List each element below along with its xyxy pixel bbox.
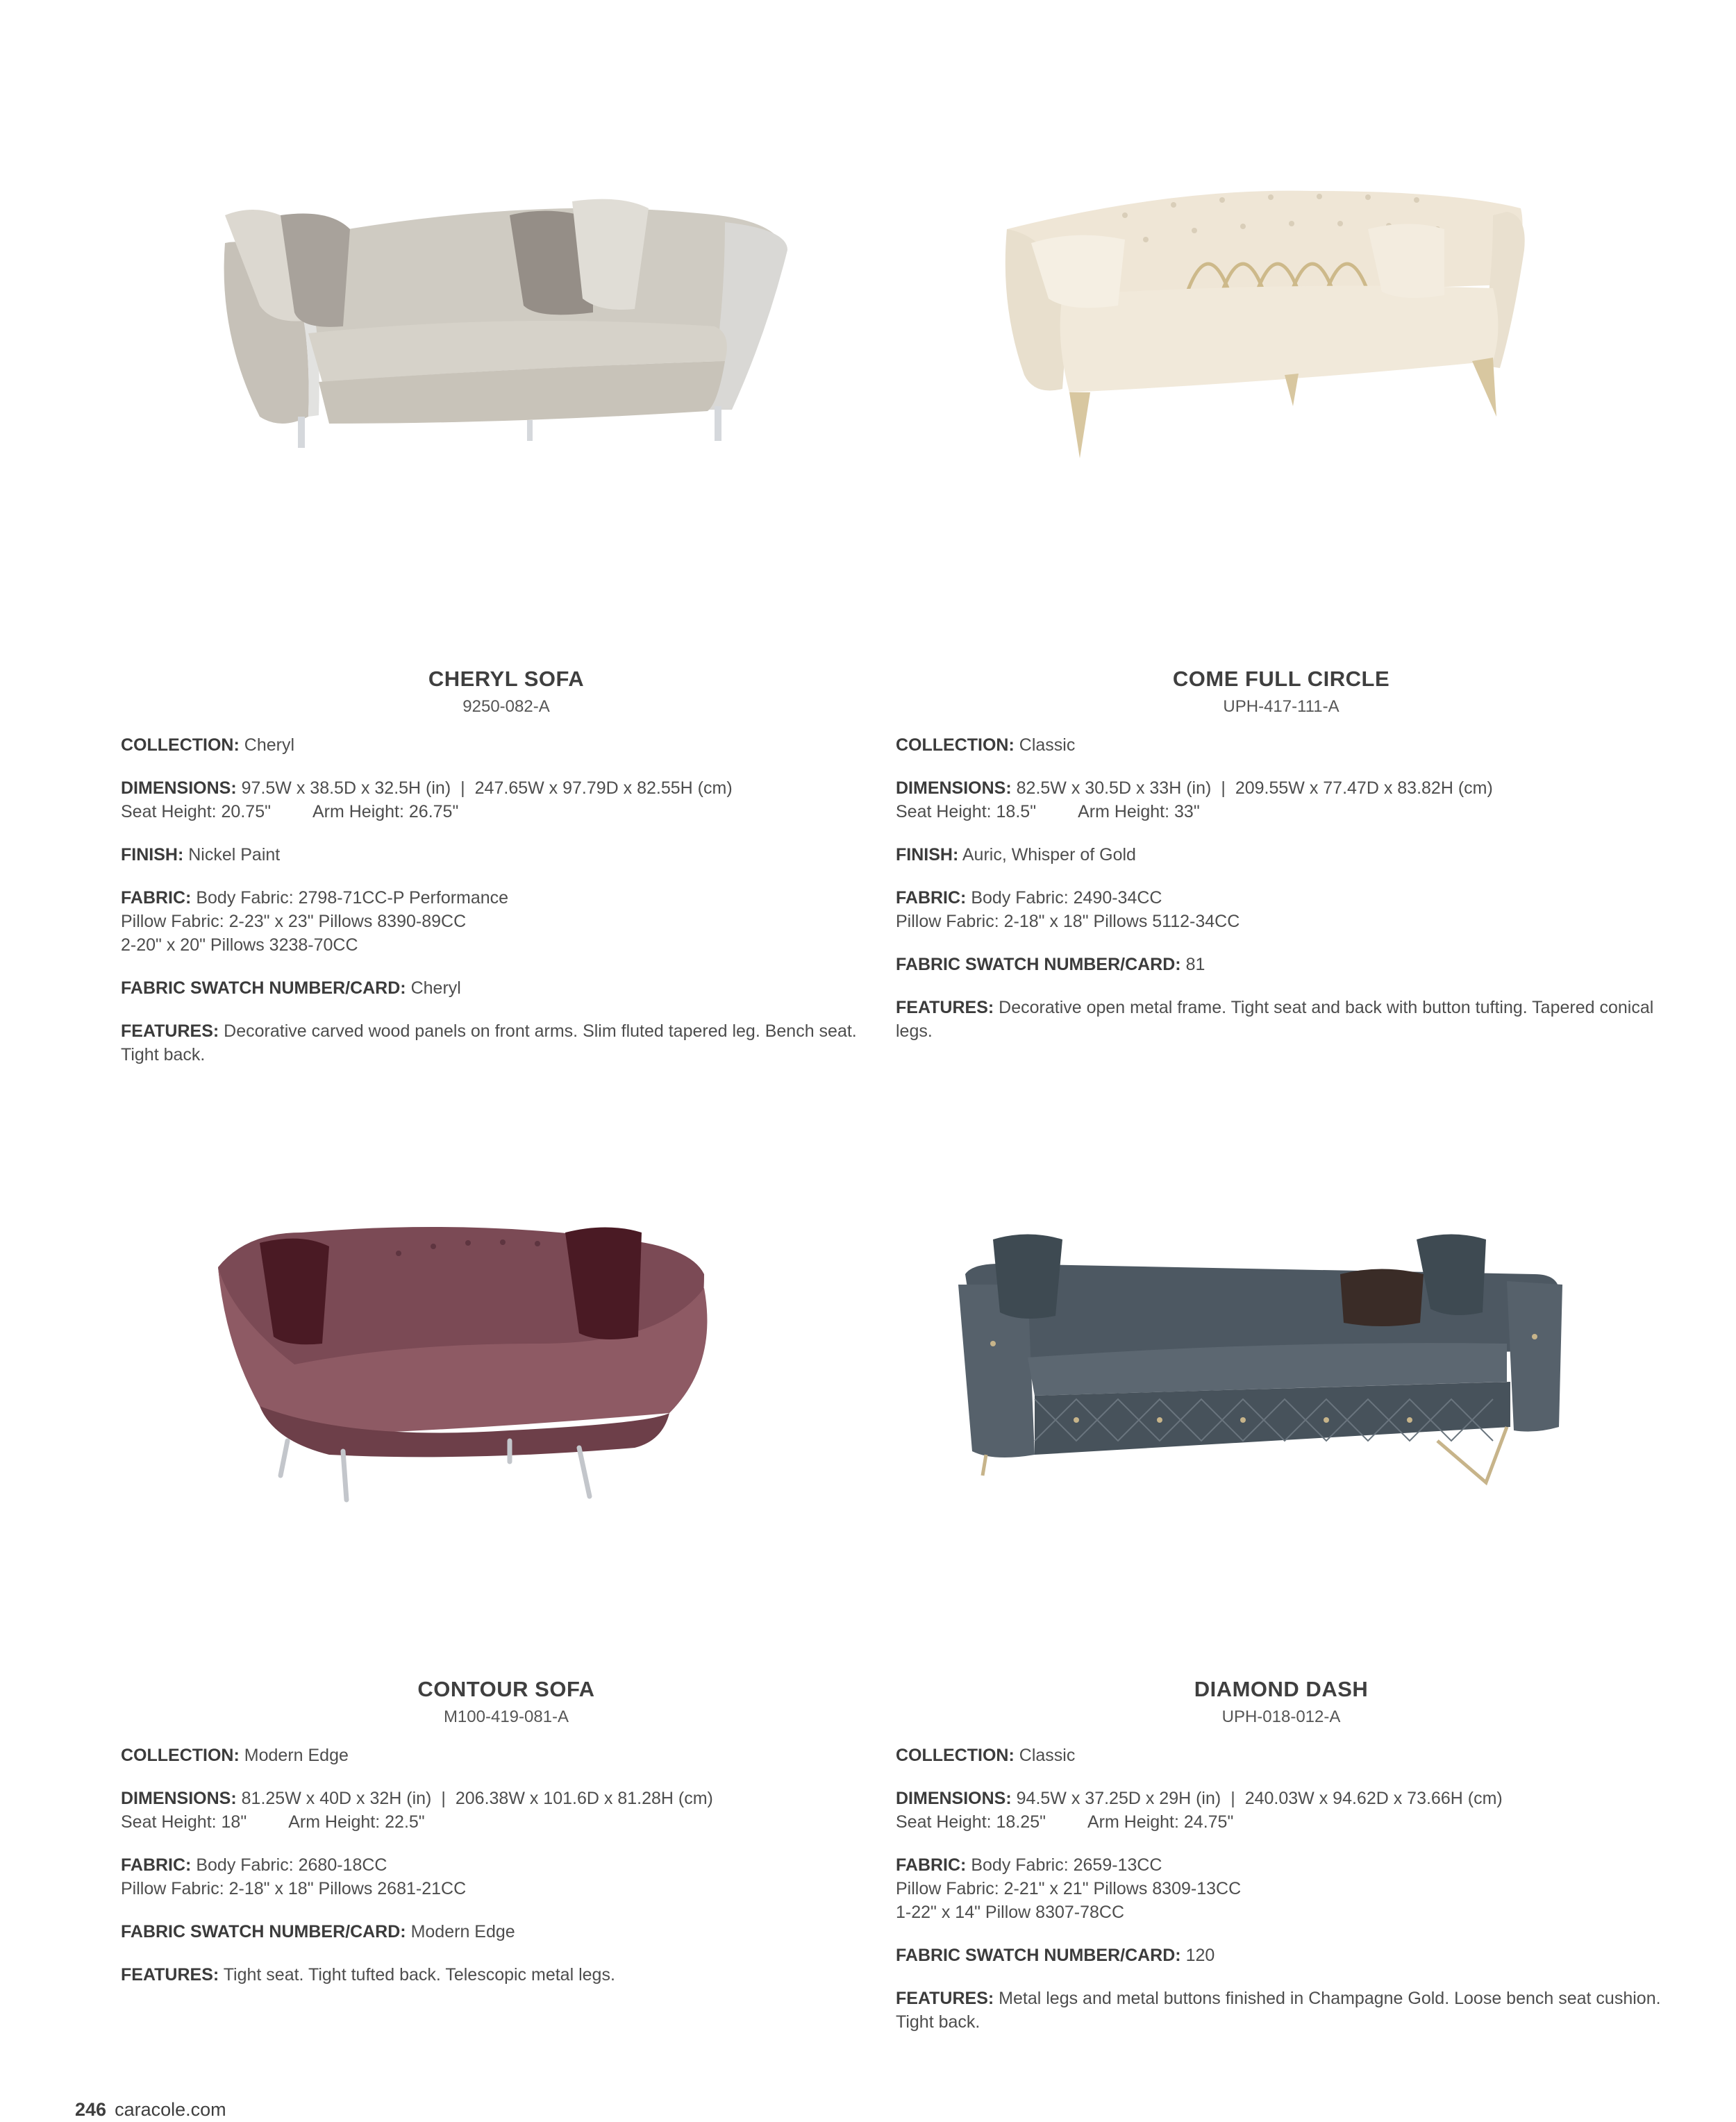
product-sku: UPH-018-012-A bbox=[1221, 1707, 1341, 1726]
fabric-line-1: Body Fabric: 2798-71CC-P Performance bbox=[196, 888, 509, 908]
page-number: 246 bbox=[75, 2099, 107, 2120]
collection-label: COLLECTION: bbox=[896, 735, 1015, 755]
collection-row bbox=[896, 1744, 1667, 1767]
dimensions-row bbox=[121, 1787, 892, 1834]
product-info bbox=[121, 1744, 892, 1987]
swatch-row bbox=[896, 953, 1667, 976]
swatch-row bbox=[896, 1944, 1667, 1967]
site-link[interactable]: caracole.com bbox=[115, 2099, 226, 2120]
fabric-line-2: Pillow Fabric: 2-18" x 18" Pillows 5112-34CC bbox=[896, 912, 1240, 931]
diamond-dash-illustration bbox=[896, 1135, 1667, 1524]
collection-row bbox=[896, 733, 1667, 757]
product-diamond-dash bbox=[896, 1135, 1667, 2053]
product-name: CONTOUR SOFA bbox=[417, 1677, 595, 1701]
diamond-dash-photo bbox=[896, 1135, 1667, 1524]
fabric-line-3: 1-22" x 14" Pillow 8307-78CC bbox=[896, 1903, 1125, 1922]
fabric-line-2: Pillow Fabric: 2-21" x 21" Pillows 8309-13CC bbox=[896, 1879, 1242, 1898]
page-footer bbox=[75, 2099, 226, 2121]
dimensions-inches: 97.5W x 38.5D x 32.5H (in) bbox=[241, 778, 451, 798]
dimensions-cm: 206.38W x 101.6D x 81.28H (cm) bbox=[455, 1789, 713, 1808]
features-value: Decorative open metal frame. Tight seat and back with button tufting. Tapered conical legs. bbox=[896, 998, 1654, 1041]
dimensions-cm: 247.65W x 97.79D x 82.55H (cm) bbox=[474, 778, 733, 798]
dimensions-label: DIMENSIONS: bbox=[121, 1789, 237, 1808]
conical-leg bbox=[1285, 374, 1299, 406]
features-row bbox=[896, 996, 1667, 1043]
swatch-label: FABRIC SWATCH NUMBER/CARD: bbox=[896, 1946, 1181, 1965]
collection-row bbox=[121, 733, 892, 757]
product-info bbox=[896, 1744, 1667, 2034]
product-sku: M100-419-081-A bbox=[443, 1707, 569, 1726]
separator: | bbox=[460, 778, 465, 798]
product-cheryl-sofa bbox=[121, 125, 892, 1086]
seat-height: Seat Height: 18" bbox=[121, 1812, 247, 1832]
product-sku: 9250-082-A bbox=[462, 697, 550, 716]
swatch-label: FABRIC SWATCH NUMBER/CARD: bbox=[896, 955, 1181, 974]
dimensions-inches: 94.5W x 37.25D x 29H (in) bbox=[1016, 1789, 1221, 1808]
separator: | bbox=[1230, 1789, 1235, 1808]
sofa-leg bbox=[527, 420, 533, 441]
collection-row bbox=[121, 1744, 892, 1767]
swatch-value: 81 bbox=[1185, 955, 1205, 974]
dimensions-inches: 81.25W x 40D x 32H (in) bbox=[241, 1789, 432, 1808]
dimensions-row bbox=[896, 1787, 1667, 1834]
fabric-label: FABRIC: bbox=[121, 1855, 192, 1875]
conical-leg bbox=[1472, 358, 1496, 417]
arm-height: Arm Height: 24.75" bbox=[1087, 1812, 1234, 1832]
fabric-line-1: Body Fabric: 2680-18CC bbox=[196, 1855, 387, 1875]
dimensions-row bbox=[121, 776, 892, 824]
sofa-leg bbox=[298, 417, 305, 448]
product-name: DIAMOND DASH bbox=[1194, 1677, 1369, 1701]
dimensions-cm: 240.03W x 94.62D x 73.66H (cm) bbox=[1244, 1789, 1503, 1808]
finish-row bbox=[896, 843, 1667, 867]
features-value: Decorative carved wood panels on front arms. Slim fluted tapered leg. Bench seat. Tight back. bbox=[121, 1021, 857, 1064]
conical-leg bbox=[1069, 392, 1090, 458]
swatch-value: Cheryl bbox=[410, 978, 461, 998]
contour-sofa-photo bbox=[121, 1135, 892, 1524]
contour-sofa-illustration bbox=[121, 1135, 892, 1524]
sofa-seat-tufted bbox=[1060, 286, 1499, 392]
dimensions-cm: 209.55W x 77.47D x 83.82H (cm) bbox=[1235, 778, 1493, 798]
collection-label: COLLECTION: bbox=[121, 735, 240, 755]
features-label: FEATURES: bbox=[896, 1989, 994, 2008]
collection-label: COLLECTION: bbox=[121, 1746, 240, 1765]
dimensions-label: DIMENSIONS: bbox=[896, 1789, 1012, 1808]
finish-label: FINISH: bbox=[121, 845, 184, 864]
separator: | bbox=[1221, 778, 1226, 798]
seat-height: Seat Height: 20.75" bbox=[121, 802, 271, 821]
fabric-label: FABRIC: bbox=[896, 1855, 967, 1875]
product-come-full-circle bbox=[896, 125, 1667, 1062]
features-row bbox=[896, 1987, 1667, 2034]
pillow-lumbar bbox=[1340, 1269, 1424, 1327]
fabric-line-3: 2-20" x 20" Pillows 3238-70CC bbox=[121, 935, 358, 955]
product-sku: UPH-417-111-A bbox=[1223, 697, 1339, 716]
swatch-row bbox=[121, 976, 892, 1000]
pillow-left-patterned bbox=[993, 1235, 1062, 1319]
finish-value: Nickel Paint bbox=[188, 845, 281, 864]
product-info bbox=[896, 733, 1667, 1043]
collection-value: Modern Edge bbox=[244, 1746, 349, 1765]
fabric-row bbox=[896, 886, 1667, 933]
fabric-line-2: Pillow Fabric: 2-18" x 18" Pillows 2681-21CC bbox=[121, 1879, 467, 1898]
cheryl-sofa-photo bbox=[121, 125, 892, 514]
arm-height: Arm Height: 22.5" bbox=[288, 1812, 425, 1832]
arm-height: Arm Height: 26.75" bbox=[312, 802, 459, 821]
separator: | bbox=[441, 1789, 446, 1808]
finish-label: FINISH: bbox=[896, 845, 959, 864]
dimensions-row bbox=[896, 776, 1667, 824]
features-label: FEATURES: bbox=[896, 998, 994, 1017]
sofa-leg bbox=[715, 406, 721, 441]
product-name: CHERYL SOFA bbox=[428, 667, 585, 691]
collection-value: Classic bbox=[1019, 1746, 1076, 1765]
fabric-row bbox=[121, 886, 892, 957]
cheryl-sofa-illustration bbox=[121, 125, 892, 514]
product-info bbox=[121, 733, 892, 1067]
dimensions-label: DIMENSIONS: bbox=[896, 778, 1012, 798]
finish-value: Auric, Whisper of Gold bbox=[962, 845, 1136, 864]
swatch-row bbox=[121, 1920, 892, 1944]
finish-row bbox=[121, 843, 892, 867]
product-contour-sofa bbox=[121, 1135, 892, 2006]
dimensions-inches: 82.5W x 30.5D x 33H (in) bbox=[1016, 778, 1212, 798]
collection-value: Cheryl bbox=[244, 735, 295, 755]
features-row bbox=[121, 1019, 892, 1067]
features-value: Metal legs and metal buttons finished in Champagne Gold. Loose bench seat cushion. Tight back. bbox=[896, 1989, 1661, 2032]
sofa-right-arm bbox=[1507, 1281, 1562, 1432]
product-name: COME FULL CIRCLE bbox=[1172, 667, 1390, 691]
fabric-row bbox=[896, 1853, 1667, 1924]
arm-height: Arm Height: 33" bbox=[1078, 802, 1200, 821]
swatch-value: 120 bbox=[1185, 1946, 1215, 1965]
come-full-circle-photo bbox=[896, 125, 1667, 514]
fabric-label: FABRIC: bbox=[121, 888, 192, 908]
features-label: FEATURES: bbox=[121, 1021, 219, 1041]
features-label: FEATURES: bbox=[121, 1965, 219, 1985]
fabric-line-1: Body Fabric: 2490-34CC bbox=[971, 888, 1162, 908]
seat-height: Seat Height: 18.25" bbox=[896, 1812, 1046, 1832]
features-row bbox=[121, 1963, 892, 1987]
seat-height: Seat Height: 18.5" bbox=[896, 802, 1037, 821]
swatch-value: Modern Edge bbox=[410, 1922, 515, 1941]
swatch-label: FABRIC SWATCH NUMBER/CARD: bbox=[121, 1922, 406, 1941]
fabric-line-2: Pillow Fabric: 2-23" x 23" Pillows 8390-89CC bbox=[121, 912, 467, 931]
fabric-label: FABRIC: bbox=[896, 888, 967, 908]
dimensions-label: DIMENSIONS: bbox=[121, 778, 237, 798]
come-full-circle-illustration bbox=[896, 125, 1667, 514]
collection-label: COLLECTION: bbox=[896, 1746, 1015, 1765]
fabric-row bbox=[121, 1853, 892, 1900]
collection-value: Classic bbox=[1019, 735, 1076, 755]
swatch-label: FABRIC SWATCH NUMBER/CARD: bbox=[121, 978, 406, 998]
features-value: Tight seat. Tight tufted back. Telescopic metal legs. bbox=[223, 1965, 615, 1985]
fabric-line-1: Body Fabric: 2659-13CC bbox=[971, 1855, 1162, 1875]
